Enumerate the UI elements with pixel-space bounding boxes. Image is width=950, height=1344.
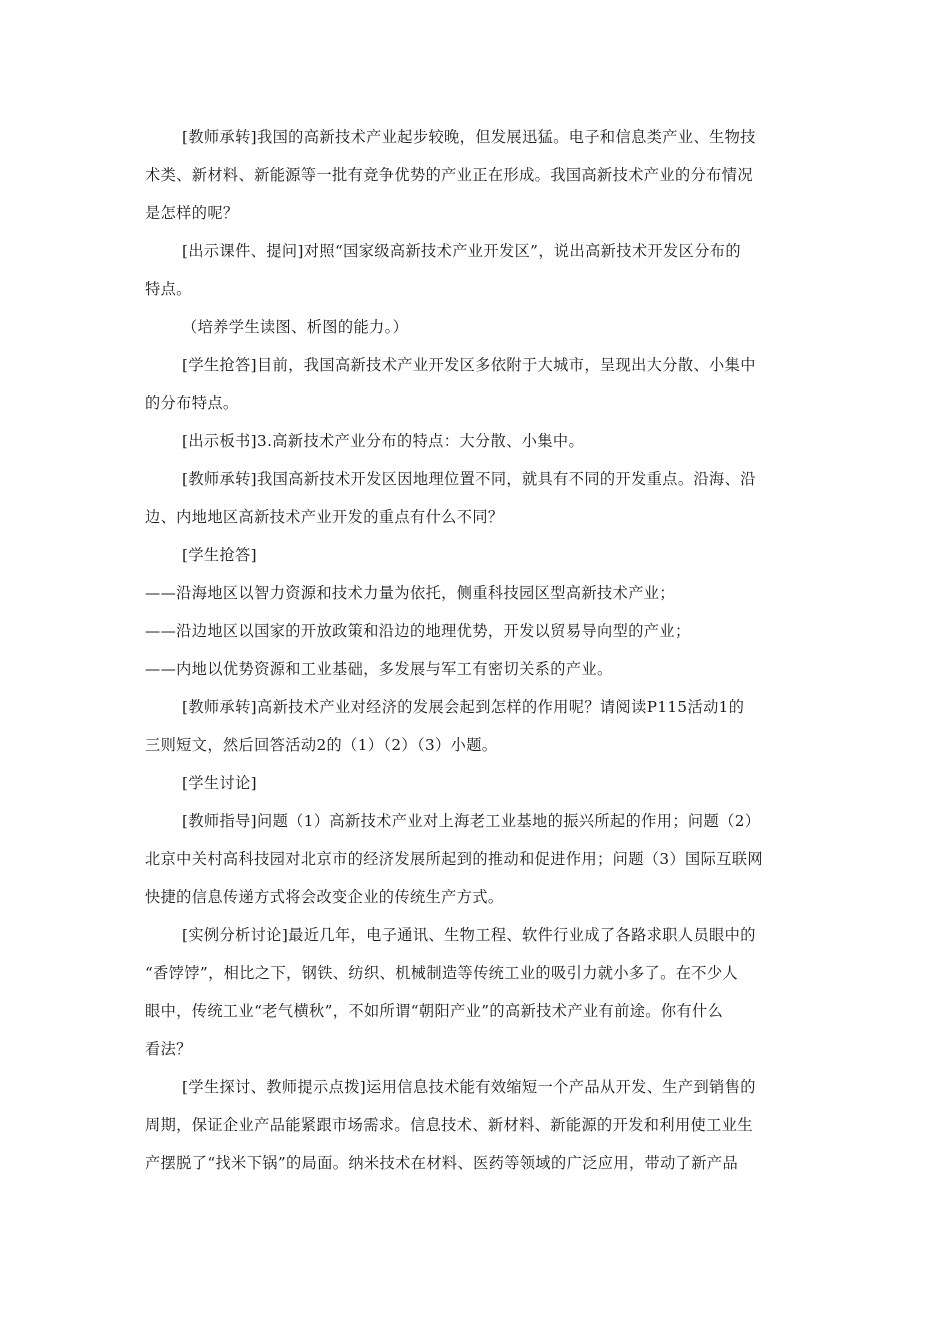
text-line: [出示课件、提问]对照“国家级高新技术产业开发区”，说出高新技术开发区分布的 [182, 242, 741, 260]
text-line: 术类、新材料、新能源等一批有竞争优势的产业正在形成。我国高新技术产业的分布情况 [145, 166, 753, 184]
text-line: [学生抢答]目前，我国高新技术产业开发区多依附于大城市，呈现出大分散、小集中 [182, 356, 756, 374]
text-line: 周期，保证企业产品能紧跟市场需求。信息技术、新材料、新能源的开发和利用使工业生 [145, 1116, 753, 1134]
text-line: ——沿海地区以智力资源和技术力量为依托，侧重科技园区型高新技术产业； [145, 584, 675, 602]
text-line: [教师承转]我国的高新技术产业起步较晚，但发展迅猛。电子和信息类产业、生物技 [182, 128, 756, 146]
lesson-text-block [145, 118, 815, 1182]
text-line: ——内地以优势资源和工业基础，多发展与军工有密切关系的产业。 [145, 660, 613, 678]
text-line: [教师承转]我国高新技术开发区因地理位置不同，就具有不同的开发重点。沿海、沿 [182, 470, 756, 488]
text-line: [实例分析讨论]最近几年，电子通讯、生物工程、软件行业成了各路求职人员眼中的 [182, 926, 756, 944]
text-line: [出示板书]3.高新技术产业分布的特点：大分散、小集中。 [182, 432, 585, 450]
text-line: （培养学生读图、析图的能力。） [182, 318, 409, 336]
text-line: 看法？ [145, 1040, 192, 1058]
text-line: 三则短文，然后回答活动2的（1）（2）（3）小题。 [145, 736, 498, 754]
text-line: 的分布特点。 [145, 394, 239, 412]
text-line: 特点。 [145, 280, 192, 298]
text-line: 是怎样的呢？ [145, 204, 239, 222]
text-line: [教师承转]高新技术产业对经济的发展会起到怎样的作用呢？请阅读P115活动1的 [182, 698, 745, 716]
text-line: 产摆脱了“找米下锅”的局面。纳米技术在材料、医药等领域的广泛应用，带动了新产品 [145, 1154, 739, 1172]
text-line: 眼中，传统工业“老气横秋”，不如所谓“朝阳产业”的高新技术产业有前途。你有什么 [145, 1002, 724, 1020]
text-line: [学生探讨、教师提示点拨]运用信息技术能有效缩短一个产品从开发、生产到销售的 [182, 1078, 756, 1096]
text-line: 边、内地地区高新技术产业开发的重点有什么不同？ [145, 508, 504, 526]
text-line: [教师指导]问题（1）高新技术产业对上海老工业基地的振兴所起的作用；问题（2） [182, 812, 761, 830]
text-line: 北京中关村高科技园对北京市的经济发展所起到的推动和促进作用；问题（3）国际互联网 [145, 850, 763, 868]
text-line: [学生讨论] [182, 774, 258, 792]
text-line: [学生抢答] [182, 546, 258, 564]
text-line: 快捷的信息传递方式将会改变企业的传统生产方式。 [145, 888, 504, 906]
text-line: ——沿边地区以国家的开放政策和沿边的地理优势，开发以贸易导向型的产业； [145, 622, 691, 640]
text-line: “香饽饽”，相比之下，钢铁、纺织、机械制造等传统工业的吸引力就小多了。在不少人 [145, 964, 739, 982]
